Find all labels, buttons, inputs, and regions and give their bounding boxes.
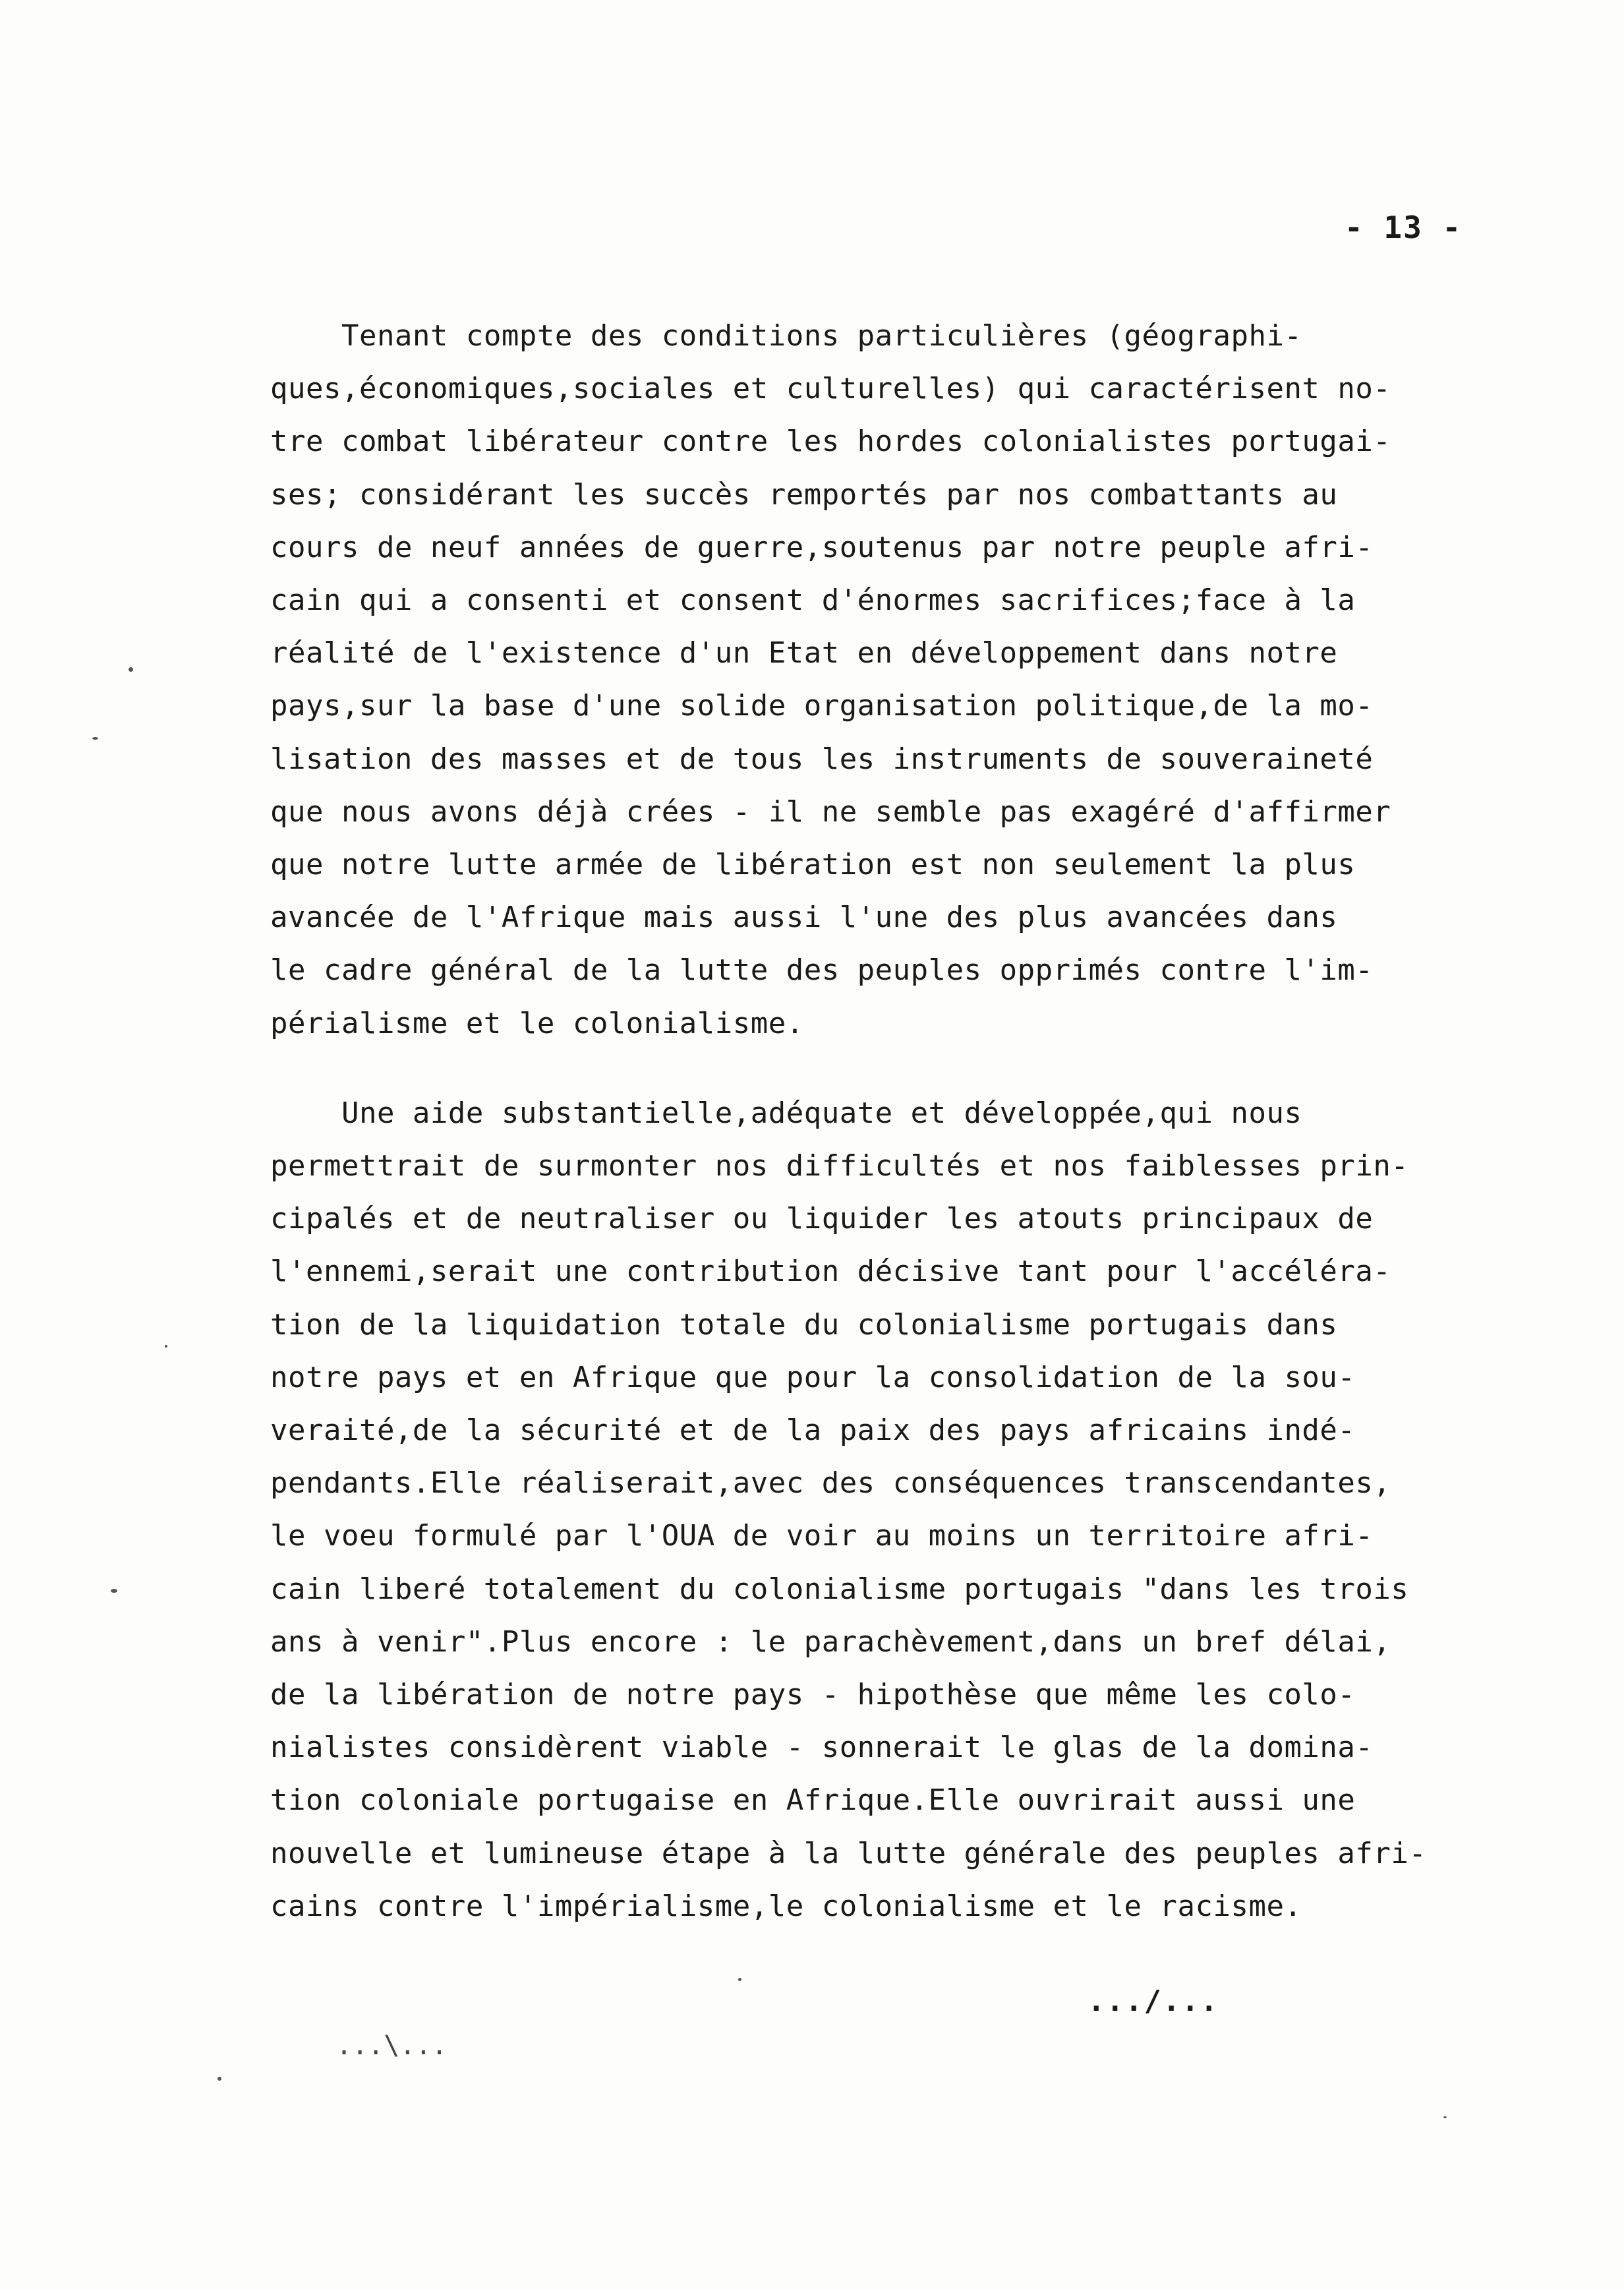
text-line: Une aide substantielle,adéquate et développée,qui nous bbox=[270, 1096, 1302, 1130]
paragraph-spacer bbox=[270, 1050, 1536, 1087]
continuation-mark: .../... bbox=[1088, 1984, 1219, 2018]
text-line: cipalés et de neutraliser ou liquider les atouts principaux de bbox=[270, 1202, 1374, 1236]
text-line: cain qui a consenti et consent d'énormes sacrifices;face à la bbox=[270, 583, 1356, 618]
text-line: nialistes considèrent viable - sonnerait le glas de la domina- bbox=[270, 1731, 1374, 1765]
page-number: - 13 - bbox=[1345, 210, 1463, 245]
text-line: pays,sur la base d'une solide organisation politique,de la mo- bbox=[270, 689, 1374, 723]
text-line: le cadre général de la lutte des peuples opprimés contre l'im- bbox=[270, 953, 1374, 988]
text-line: pendants.Elle réaliserait,avec des conséquences transcendantes, bbox=[270, 1466, 1391, 1501]
text-line: ques,économiques,sociales et culturelles) qui caractérisent no- bbox=[270, 372, 1391, 406]
text-line: tion coloniale portugaise en Afrique.Elle ouvrirait aussi une bbox=[270, 1783, 1356, 1818]
text-line: le voeu formulé par l'OUA de voir au moins un territoire afri- bbox=[270, 1519, 1374, 1553]
text-line: lisation des masses et de tous les instruments de souveraineté bbox=[270, 742, 1374, 776]
paragraph-2 bbox=[270, 1087, 1536, 1933]
scan-speck bbox=[165, 1345, 167, 1348]
scan-speck bbox=[218, 2077, 221, 2081]
text-line: notre pays et en Afrique que pour la consolidation de la sou- bbox=[270, 1360, 1356, 1394]
stray-mark: ...\... bbox=[336, 2031, 448, 2061]
scan-speck bbox=[111, 1589, 117, 1593]
body-text bbox=[270, 310, 1536, 1933]
text-line: tre combat libérateur contre les hordes colonialistes portugai- bbox=[270, 425, 1391, 459]
text-line: veraité,de la sécurité et de la paix des pays africains indé- bbox=[270, 1413, 1356, 1448]
text-line: que notre lutte armée de libération est non seulement la plus bbox=[270, 848, 1356, 882]
text-line: que nous avons déjà crées - il ne semble pas exagéré d'affirmer bbox=[270, 794, 1391, 829]
text-line: ses; considérant les succès remportés par nos combattants au bbox=[270, 477, 1338, 512]
text-line: cain liberé totalement du colonialisme portugais "dans les trois bbox=[270, 1572, 1409, 1606]
paragraph-1 bbox=[270, 310, 1536, 1050]
text-line: nouvelle et lumineuse étape à la lutte générale des peuples afri- bbox=[270, 1836, 1427, 1870]
scan-speck bbox=[738, 1978, 741, 1981]
text-line: Tenant compte des conditions particulières (géographi- bbox=[270, 319, 1302, 353]
text-line: avancée de l'Afrique mais aussi l'une des plus avancées dans bbox=[270, 901, 1338, 935]
scan-speck bbox=[129, 667, 133, 672]
scan-speck bbox=[92, 737, 98, 740]
text-line: tion de la liquidation totale du colonialisme portugais dans bbox=[270, 1307, 1338, 1342]
scan-speck bbox=[1443, 2116, 1447, 2118]
text-line: ans à venir".Plus encore : le parachèvement,dans un bref délai, bbox=[270, 1624, 1391, 1659]
text-line: cours de neuf années de guerre,soutenus par notre peuple afri- bbox=[270, 530, 1374, 564]
text-line: périalisme et le colonialisme. bbox=[270, 1006, 804, 1040]
text-line: cains contre l'impérialisme,le colonialisme et le racisme. bbox=[270, 1889, 1302, 1923]
text-line: de la libération de notre pays - hipothèse que même les colo- bbox=[270, 1678, 1356, 1712]
text-line: permettrait de surmonter nos difficultés et nos faiblesses prin- bbox=[270, 1149, 1409, 1183]
text-line: l'ennemi,serait une contribution décisive tant pour l'accéléra- bbox=[270, 1255, 1391, 1289]
text-line: réalité de l'existence d'un Etat en développement dans notre bbox=[270, 636, 1338, 670]
